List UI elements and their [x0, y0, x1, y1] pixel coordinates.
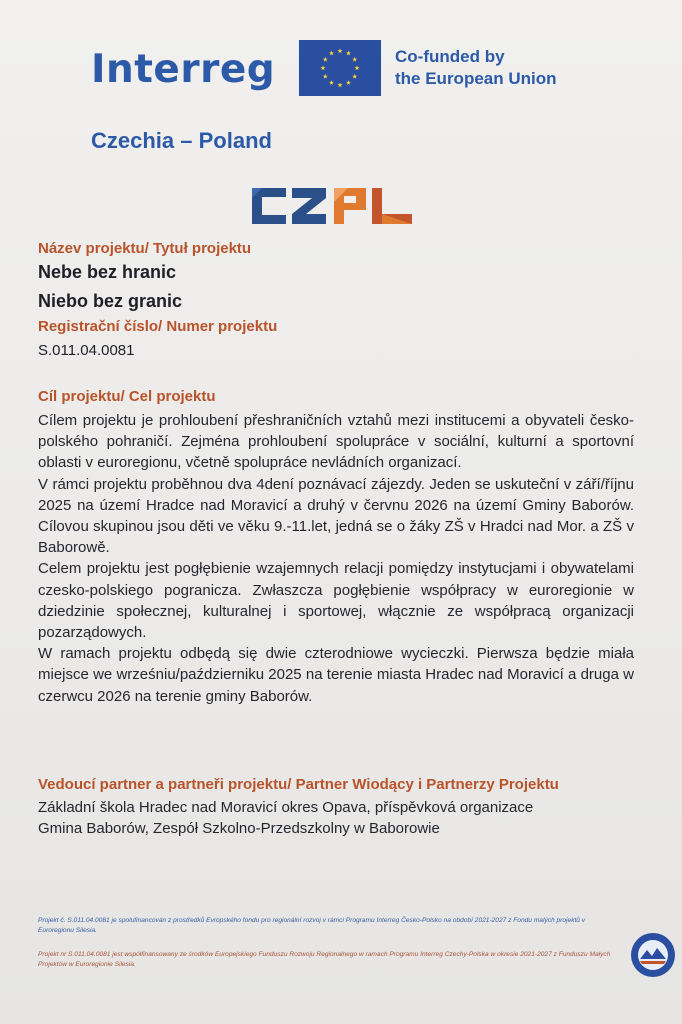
czpl-logo-icon	[252, 188, 412, 224]
partners-list	[38, 797, 638, 839]
footnote-pl: Projekt nr S.011.04.0081 jest współfinansowany ze środków Europejskiego Funduszu Rozwoju Regionalnego w ramach Programu Interreg Czechy-Polska w okresie 2021-2027 z Funduszu Małych Projektów w Euroregionie Silesia.	[38, 951, 611, 968]
partner-second: Gmina Baborów, Zespół Szkolno-Przedszkolny w Baborowie	[38, 820, 440, 837]
eu-cofunded-text	[395, 46, 557, 90]
registration-number: S.011.04.0081	[38, 342, 135, 359]
project-name-pl: Niebo bez granic	[38, 291, 183, 311]
goal-paragraph-pl-1: Celem projektu jest pogłębienie wzajemnych relacji pomiędzy instytucjami i obywatelami czesko-polskiego pogranicza. Zwłaszcza pogłębienie współpracy w euroregionie w dziedzinie społecznej, kulturalnej i sportowej, włącznie ze współpracą organizacji pozarządowych.	[38, 560, 634, 642]
eu-flag-icon	[299, 40, 381, 96]
eu-line-1: Co-funded by	[395, 47, 505, 66]
goal-paragraph-cz-2: V rámci projektu proběhnou dva 4dení poznávací zájezdy. Jeden se uskuteční v září/říjnu 2025 na území Hradce nad Moravicí a druhý v červnu 2026 na území Gminy Baborów. Cílovou skupinou jsou děti ve věku 9.-11.let, jedná se o žáky ZŠ v Hradci nad Mor. a ZŠ v Baborowě.	[38, 475, 634, 557]
partners-label: Vedoucí partner a partneři projektu/ Partner Wiodący i Partnerzy Projektu	[38, 776, 559, 793]
goal-text	[38, 410, 634, 707]
project-name-label: Název projektu/ Tytuł projektu	[38, 240, 252, 257]
footnote-cz: Projekt č. S.011.04.0081 je spolufinancován z prostředků Evropského fondu pro regionální rozvoj v rámci Programu Interreg Česko-Polsko na období 2021-2027 z Fondu malých projektů v Euroregionu Silesia.	[38, 917, 586, 934]
partner-lead: Základní škola Hradec nad Moravicí okres Opava, příspěvková organizace	[38, 799, 534, 816]
euroregion-silesia-seal-icon	[630, 932, 676, 978]
program-region: Czechia – Poland	[91, 128, 272, 153]
goal-label: Cíl projektu/ Cel projektu	[38, 388, 216, 405]
project-name-cz: Nebe bez hranic	[38, 262, 177, 282]
goal-paragraph-pl-2: W ramach projektu odbędą się dwie czterodniowe wycieczki. Pierwsza będzie miała miejsce we wrześniu/październiku 2025 na terenie miasta Hradec nad Moravicí a druga w czerwcu 2026 na terenie gminy Baborów.	[38, 645, 634, 705]
eu-line-2: the European Union	[395, 69, 557, 88]
interreg-logo: Interreg	[91, 47, 276, 92]
registration-label: Registrační číslo/ Numer projektu	[38, 318, 278, 335]
goal-paragraph-cz-1: Cílem projektu je prohloubení přeshraničních vztahů mezi institucemi a obyvateli česko-polského pohraničí. Zejména prohloubení spolupráce v sociální, kulturní a sportovní oblasti v euroregionu, včetně spolupráce nevládních organizací.	[38, 412, 634, 472]
